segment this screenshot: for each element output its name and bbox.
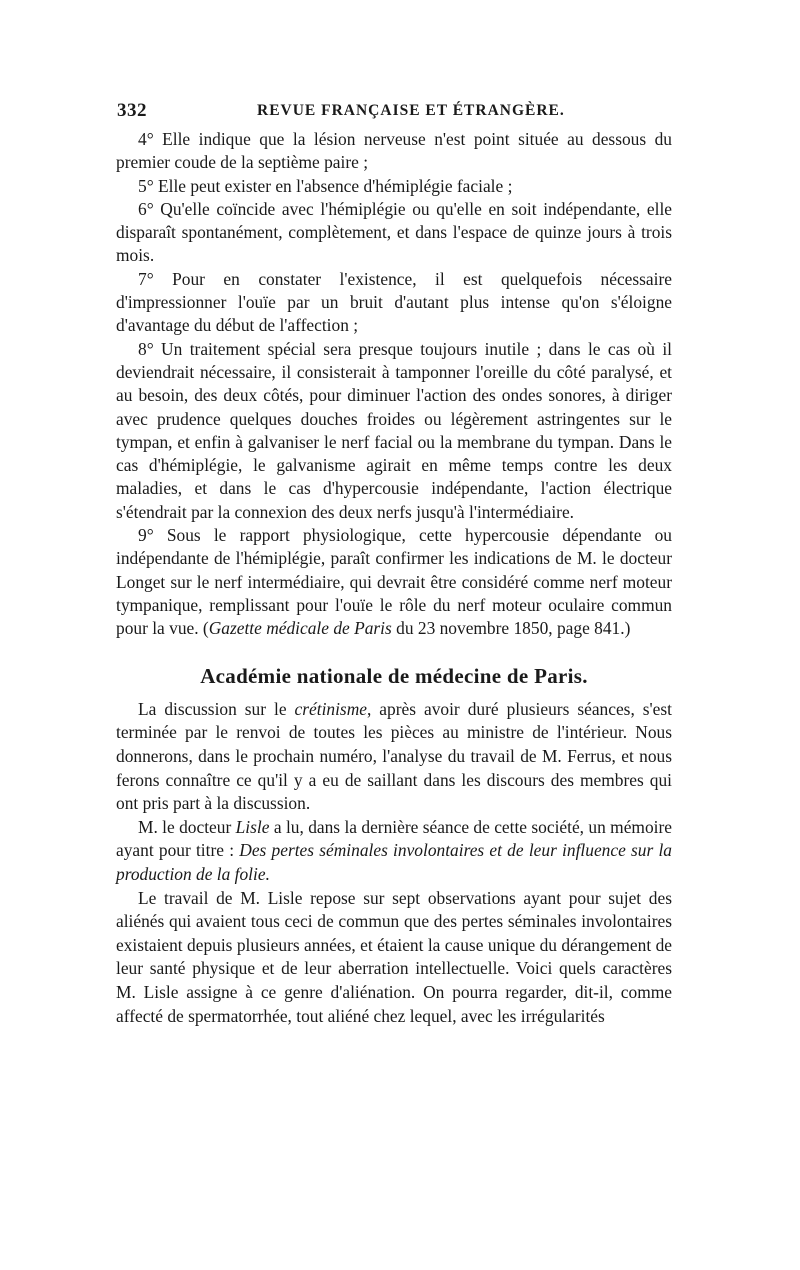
running-header — [117, 100, 677, 126]
citation-source: Gazette médicale de Paris — [208, 618, 392, 639]
paragraph-8: 8° Un traitement spécial sera presque toujours inutile ; dans le cas où il deviendrait nécessaire, il consisterait à tamponner l'oreille du côté paralysé, et au besoin, des deux côtés, pour diminuer l'action des ondes sonores, à diriger avec prudence quelques douches froides ou légèrement astringentes sur le tympan, et enfin à galvaniser le nerf facial ou la membrane du tympan. Dans le cas d'hémiplégie, le galvanisme agirait en même temps contre les deux maladies, et dans le cas d'hypercousie indépendante, l'action électrique s'étendrait par la connexion des deux nerfs jusqu'à l'intermédiaire. — [116, 338, 672, 522]
citation-details: du 23 novembre 1850, page 841.) — [391, 618, 631, 639]
paragraph-lisle-memoire — [116, 816, 672, 887]
paragraph-cretinisme — [116, 698, 672, 816]
paragraph-4: 4° Elle indique que la lésion nerveuse n'est point située au dessous du premier coude de la septième paire ; — [116, 129, 672, 173]
italic-name: Lisle — [235, 816, 270, 837]
paragraph-6: 6° Qu'elle coïncide avec l'hémiplégie ou qu'elle en soit indépendante, elle disparaît spontanément, complètement, et dans l'espace de quinze jours à trois mois. — [116, 198, 672, 266]
paragraph-9 — [116, 524, 672, 640]
text-run: a lu, dans la dernière séance de cette société, un mémoire ayant pour titre : — [116, 816, 672, 861]
section-body — [116, 698, 672, 1028]
text-run: , après avoir duré plusieurs séances, s'est terminée par le renvoi de toutes les pièces au ministre de l'intérieur. Nous donnerons, dans le prochain numéro, l'analyse du travail de M. Ferrus, et nous ferons connaître ce qu'il y a eu de saillant dans les discours des membres qui ont pris part à la discussion. — [116, 698, 672, 814]
text-run: La discussion sur le — [138, 698, 295, 719]
paragraph-9-text: 9° Sous le rapport physiologique, cette hypercousie dépendante ou indépendante de l'hémiplégie, paraît confirmer les indications de M. le docteur Longet sur le nerf intermédiaire, qui devrait être considéré comme nerf moteur tympanique, remplissant pour l'ouïe le rôle du nerf moteur oculaire commun pour la vue. ( — [116, 525, 672, 639]
section-heading: Académie nationale de médecine de Paris. — [200, 663, 588, 688]
page-number: 332 — [117, 100, 147, 121]
italic-term: crétinisme — [294, 698, 367, 719]
paragraph-lisle-travail: Le travail de M. Lisle repose sur sept observations ayant pour sujet des aliénés qui avaient tous ceci de commun que des pertes séminales involontaires existaient depuis plusieurs années, et étaient la cause unique du dérangement de leur santé physique et de leur aberration intellectuelle. Voici quels caractères M. Lisle assigne à ce genre d'aliénation. On pourra regarder, dit-il, comme affecté de spermatorrhée, tout aliéné chez lequel, avec les irrégularités — [116, 887, 672, 1026]
text-run: M. le docteur — [138, 816, 236, 837]
running-title: REVUE FRANÇAISE ET ÉTRANGÈRE. — [257, 102, 565, 119]
paragraph-7: 7° Pour en constater l'existence, il est quelquefois nécessaire d'impressionner l'ouïe par un bruit d'autant plus intense qu'on s'éloigne d'avantage du début de l'affection ; — [116, 268, 672, 336]
paragraph-5: 5° Elle peut exister en l'absence d'hémiplégie faciale ; — [138, 175, 513, 196]
italic-title: Des pertes séminales involontaires et de leur influence sur la production de la folie. — [116, 840, 672, 884]
page-body — [116, 128, 672, 1028]
